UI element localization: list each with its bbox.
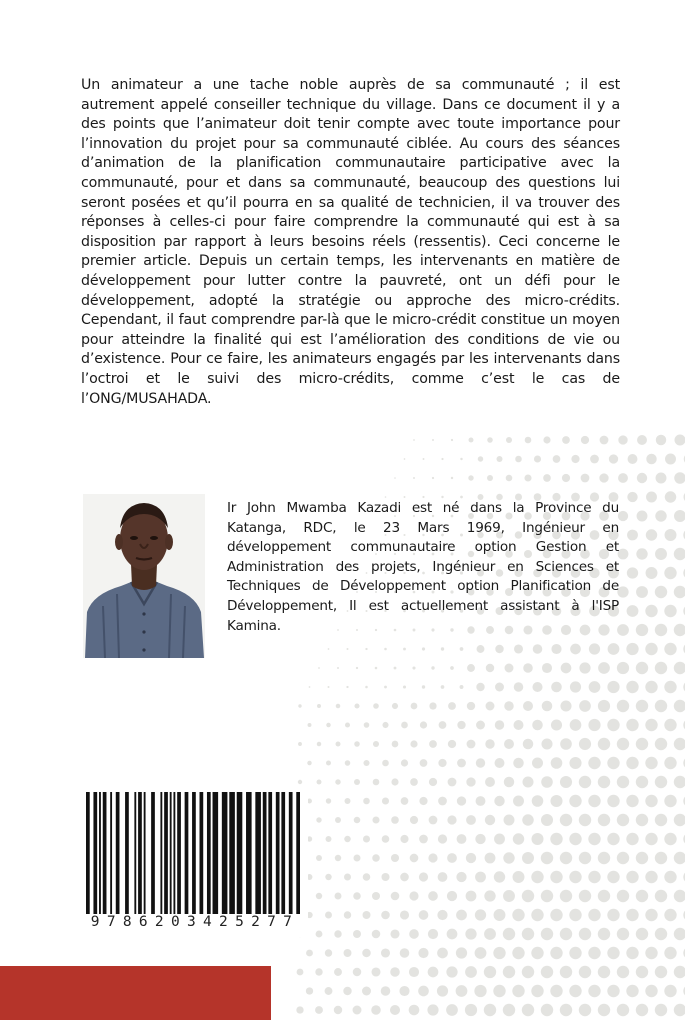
barcode-bars — [86, 792, 304, 914]
isbn-number: 9786203425277 — [90, 914, 300, 930]
author-photo — [83, 494, 205, 658]
isbn-barcode — [82, 789, 308, 937]
accent-band — [0, 966, 271, 1020]
author-biography: Ir John Mwamba Kazadi est né dans la Province du Katanga, RDC, le 23 Mars 1969, Ingénieur en développement communautaire option Gestion et Administration des projets, Ingénieur en Sciences et Techniques de Développement option Planification de Développement, Il est actuellement assistant à l'ISP Kamina. — [227, 500, 619, 634]
back-cover-blurb: Un animateur a une tache noble auprès de sa communauté ; il est autrement appelé conseiller technique du village. Dans ce document il y a des points que l’animateur doit tenir compte avec toute importance pour l’innovation du projet pour sa communauté ciblée. Au cours des séances d’animation de la planification communautaire participative avec la communauté, pour et dans sa communauté, beaucoup des questions lui seront posées et qu’il pourra en sa qualité de technicien, il va trouver des réponses à celles-ci pour faire comprendre la communauté qui est à sa disposition par rapport à leurs besoins réels (ressentis). Ceci concerne le premier article. Depuis un certain temps, les intervenants en matière de développement pour lutter contre la pauvreté, ont un défi pour le développement, adopté la stratégie ou approche des micro-crédits. Cependant, il faut comprendre par-là que le micro-crédit constitue un moyen pour atteindre la finalité qui est l’amélioration des conditions de vie ou d’existence. Pour ce faire, les animateurs engagés par les intervenants dans l’octroi et le suivi des micro-crédits, comme c’est le cas de l’ONG/MUSAHADA. — [81, 77, 620, 407]
